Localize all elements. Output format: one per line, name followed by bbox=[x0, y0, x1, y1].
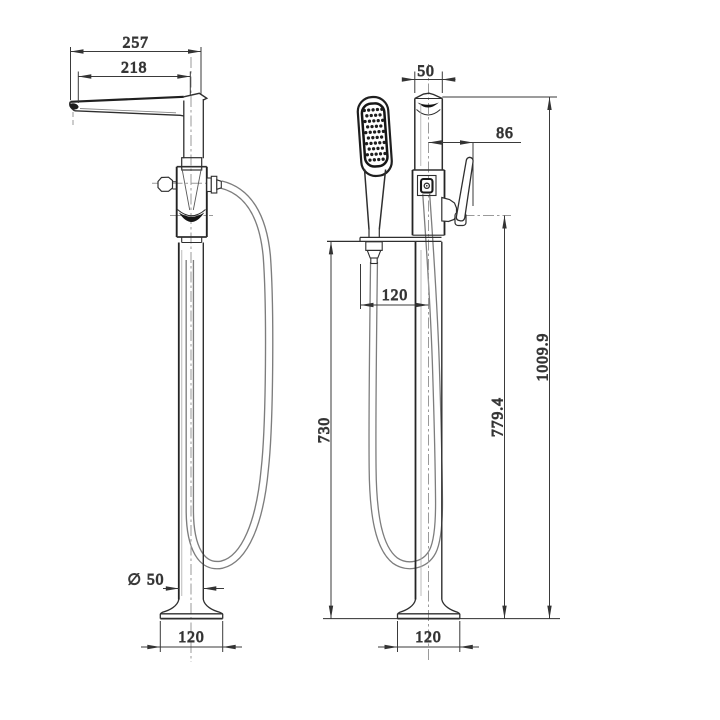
dim-overall-height-label: 1009.9 bbox=[534, 332, 552, 382]
dim-holder-height bbox=[316, 241, 333, 618]
dim-column-diameter bbox=[128, 572, 224, 591]
dim-shower-offset-label: 120 bbox=[381, 287, 409, 304]
dim-handle-height-label: 779.4 bbox=[489, 397, 507, 437]
dimensions bbox=[71, 35, 558, 653]
dim-side-base-width-label: 120 bbox=[415, 629, 442, 646]
dim-head-width-label: 50 bbox=[417, 63, 435, 80]
temperature-knob bbox=[158, 177, 177, 191]
dim-spout-reach-label: 218 bbox=[121, 59, 148, 77]
spout bbox=[69, 93, 207, 116]
side-view bbox=[323, 93, 560, 618]
dim-handle-height bbox=[490, 216, 507, 619]
dim-handle-reach-label: 86 bbox=[496, 125, 514, 142]
front-view bbox=[69, 93, 223, 618]
dim-spout-overall-label: 257 bbox=[122, 34, 149, 52]
dim-holder-height-label: 730 bbox=[316, 416, 333, 444]
hand-shower bbox=[357, 96, 393, 237]
shower-holder-bracket bbox=[327, 237, 442, 241]
dim-overall-height bbox=[442, 97, 557, 619]
front-valve-body bbox=[177, 158, 207, 243]
dim-column-diameter-label: ∅ 50 bbox=[127, 571, 165, 589]
shower-spray-face bbox=[361, 103, 388, 167]
shower-handle bbox=[365, 169, 386, 230]
hose-connector bbox=[207, 176, 222, 193]
dim-front-base-width-label: 120 bbox=[178, 629, 205, 646]
diverter-button bbox=[418, 176, 437, 196]
shower-hose-fitting bbox=[366, 242, 382, 264]
front-neck bbox=[184, 99, 204, 158]
valve-shadow bbox=[179, 213, 205, 223]
